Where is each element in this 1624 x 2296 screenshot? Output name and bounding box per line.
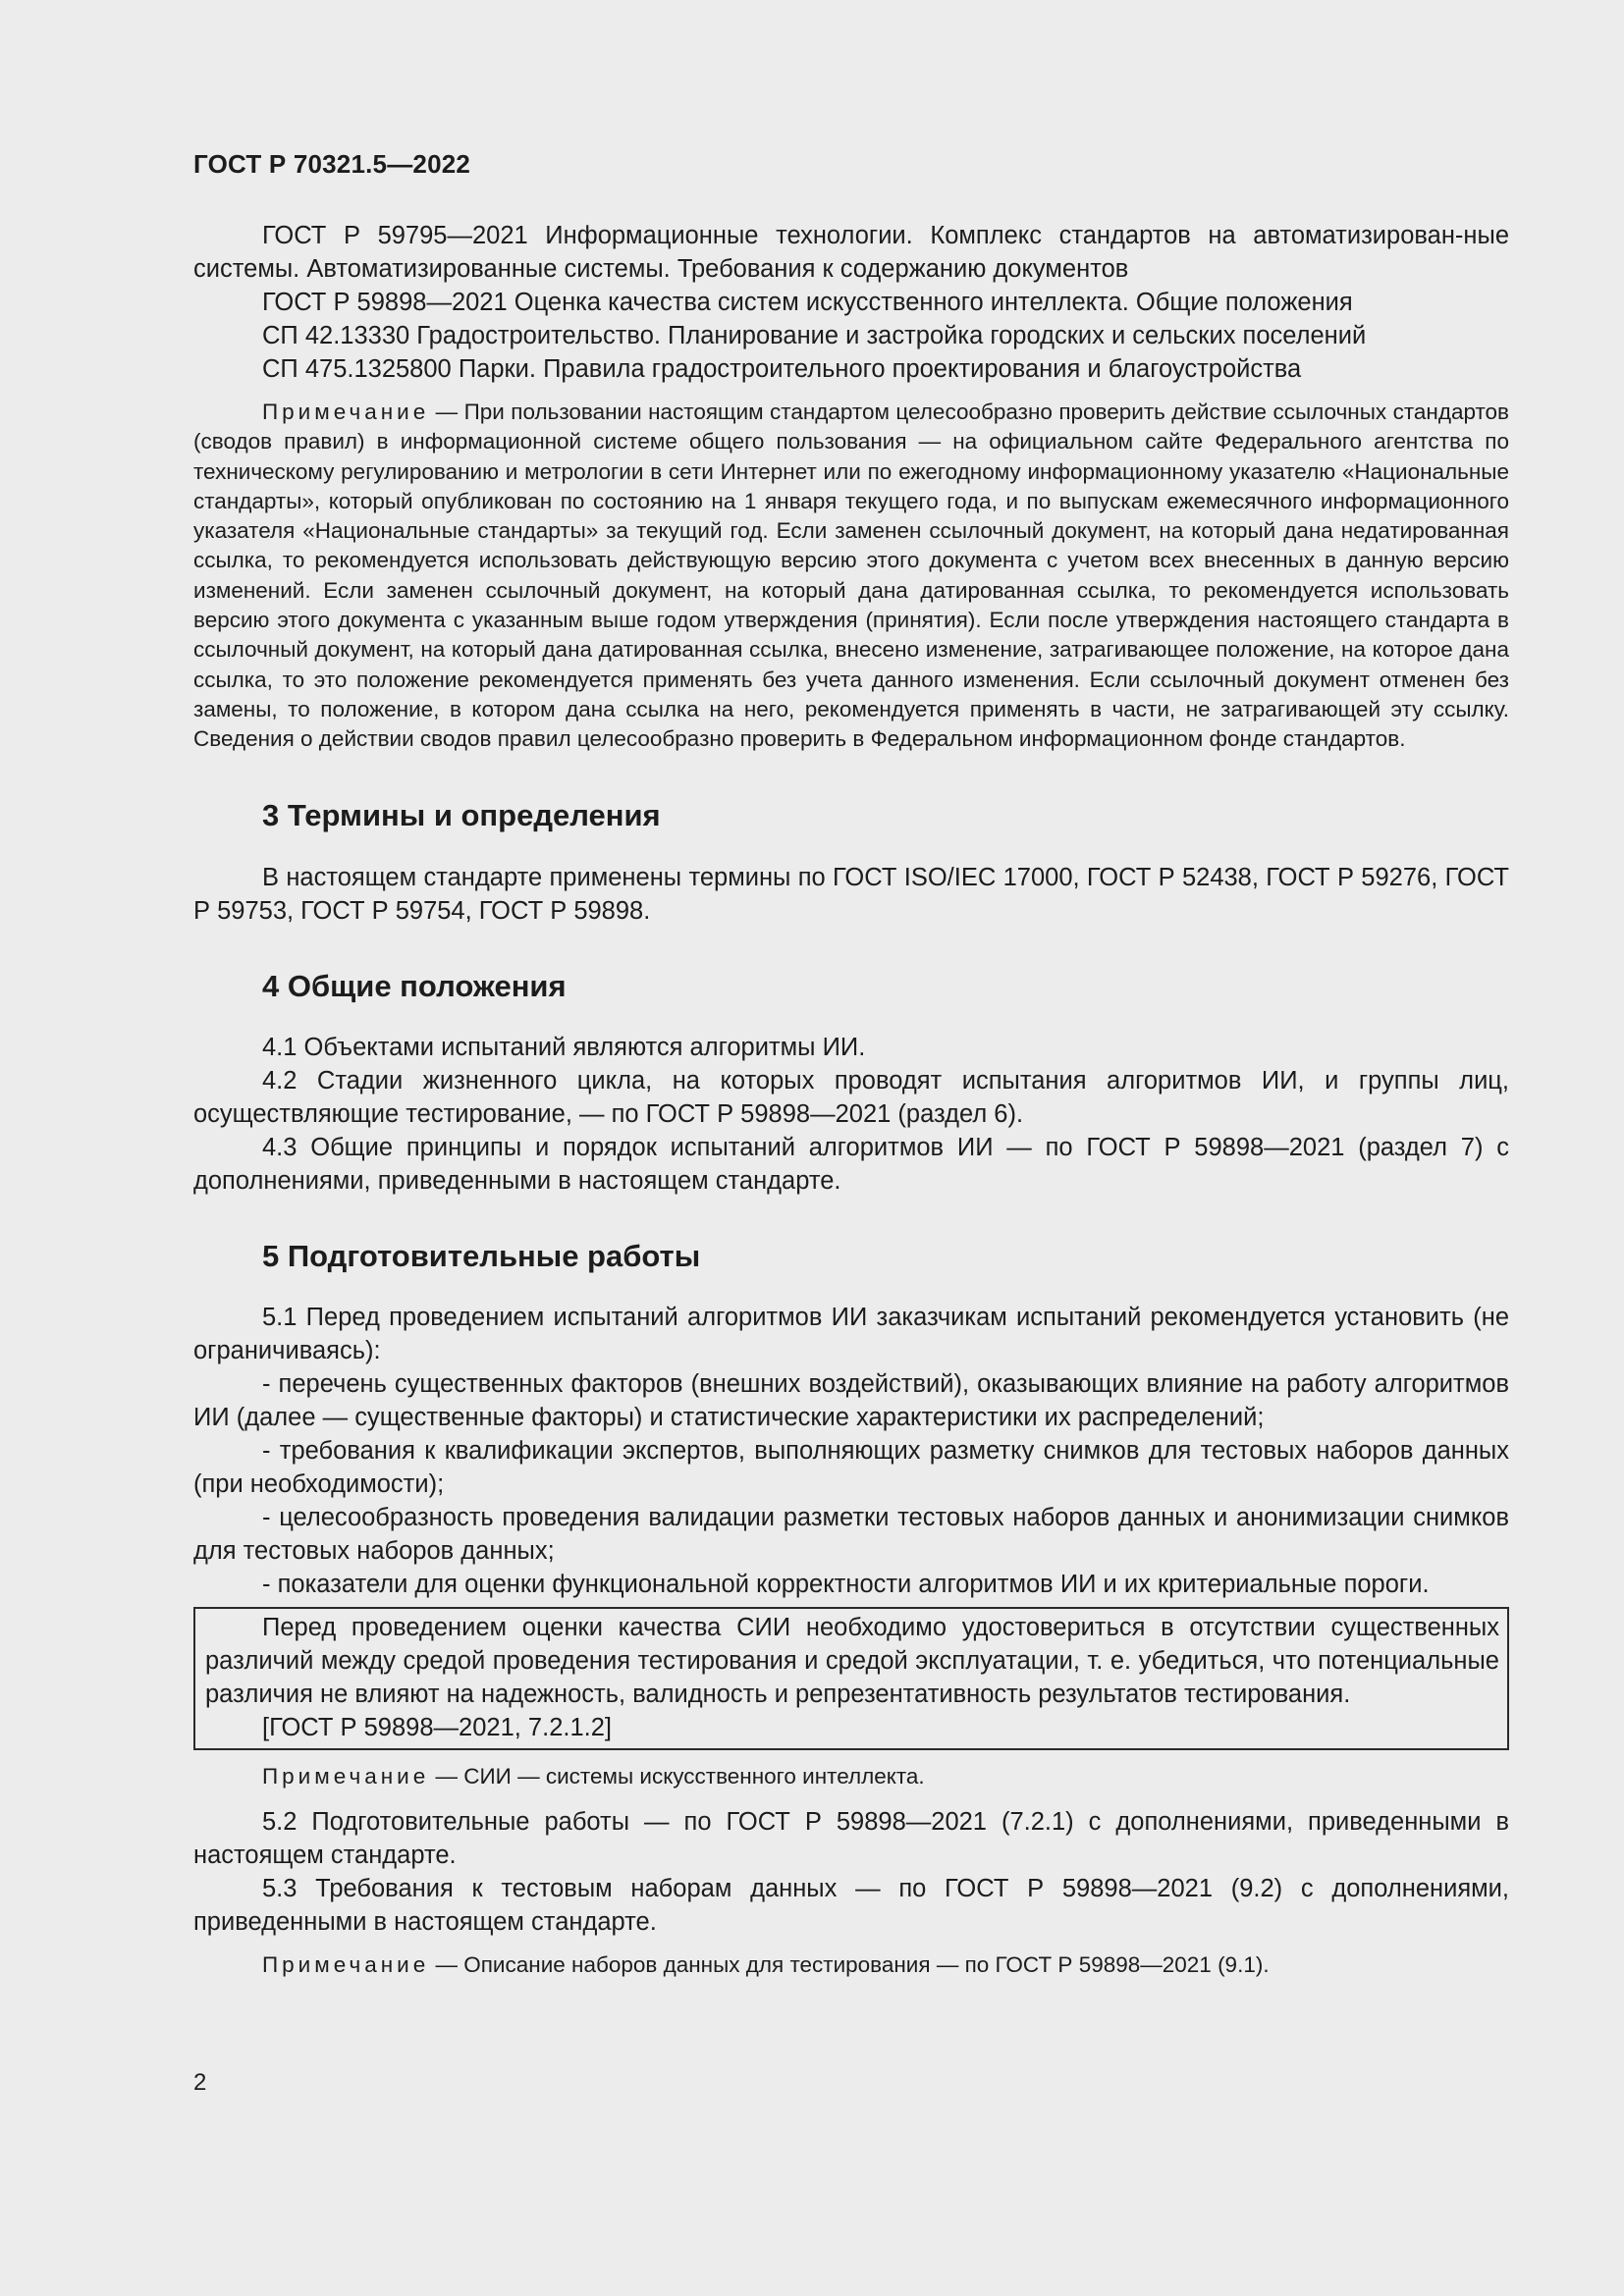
section-3-text: В настоящем стандарте применены термины по ГОСТ ISO/IEC 17000, ГОСТ Р 52438, ГОСТ Р 59276, ГОСТ Р 59753, ГОСТ Р 59754, ГОСТ Р 59898. (193, 863, 1509, 925)
clause-4-2: 4.2 Стадии жизненного цикла, на которых проводят испытания алгоритмов ИИ, и группы лиц, осуществляющие тестирование, — по ГОСТ Р 59898—2021 (раздел 6). (193, 1066, 1509, 1128)
clause-5-2: 5.2 Подготовительные работы — по ГОСТ Р 59898—2021 (7.2.1) с дополнениями, приведенными в настоящем стандарте. (193, 1807, 1509, 1869)
reference-item: СП 42.13330 Градостроительство. Планирование и застройка городских и сельских поселений (262, 322, 1367, 349)
references-list (193, 219, 1509, 386)
section-4-heading: 4 Общие положения (262, 968, 567, 1003)
clause-5-3: 5.3 Требования к тестовым наборам данных — по ГОСТ Р 59898—2021 (9.2) с дополнениями, приведенными в настоящем стандарте. (193, 1874, 1509, 1936)
document-page (193, 137, 1509, 1980)
references-note (193, 398, 1509, 755)
list-item: - показатели для оценки функциональной корректности алгоритмов ИИ и их критериальные пороги. (262, 1570, 1430, 1598)
quotation-box (193, 1607, 1509, 1750)
section-3-heading: 3 Термины и определения (262, 797, 661, 832)
note-label: Примечание (262, 400, 430, 424)
note-text: — СИИ — системы искусственного интеллекта. (435, 1763, 925, 1789)
note-datasets (193, 1950, 1509, 1980)
page-number: 2 (193, 2069, 207, 2096)
list-item: - целесообразность проведения валидации разметки тестовых наборов данных и анонимизации снимков для тестовых наборов данных; (193, 1503, 1509, 1565)
document-code-header: ГОСТ Р 70321.5—2022 (193, 149, 471, 179)
quotation-reference: [ГОСТ Р 59898—2021, 7.2.1.2] (262, 1713, 612, 1741)
quotation-text: Перед проведением оценки качества СИИ необходимо удостовериться в отсутствии существенных различий между средой проведения тестирования и средой эксплуатации, т. е. убедиться, что потенциальные различия не влияют на надежность, валидность и репрезентативность результатов тестирования. (205, 1613, 1499, 1708)
clause-5-1: 5.1 Перед проведением испытаний алгоритмов ИИ заказчикам испытаний рекомендуется установить (не ограничиваясь): (193, 1303, 1509, 1364)
list-item: - требования к квалификации экспертов, выполняющих разметку снимков для тестовых наборов данных (при необходимости); (193, 1436, 1509, 1498)
clause-4-1: 4.1 Объектами испытаний являются алгоритмы ИИ. (262, 1033, 866, 1061)
note-text: — При пользовании настоящим стандартом целесообразно проверить действие ссылочных стандартов (сводов правил) в информационной системе общего пользования — на официальном сайте Федерального агентства по техническому регулированию и метрологии в сети Интернет или по ежегодному информационному указателю «Национальные стандарты», который опубликован по состоянию на 1 января текущего года, и по выпускам ежемесячного информационного указателя «Национальные стандарты» за текущий год. Если заменен ссылочный документ, на который дана недатированная ссылка, то рекомендуется использовать действующую версию этого документа с учетом всех внесенных в данную версию изменений. Если заменен ссылочный документ, на который дана датированная ссылка, то рекомендуется использовать версию этого документа с указанным выше годом утверждения (принятия). Если после утверждения настоящего стандарта в ссылочный документ, на который дана датированная ссылка, внесено изменение, затрагивающее положение, на которое дана ссылка, то это положение рекомендуется применять без учета данного изменения. Если ссылочный документ отменен без замены, то положение, в котором дана ссылка на него, рекомендуется применять в части, не затрагивающей эту ссылку. Сведения о действии сводов правил целесообразно проверить в Федеральном информационном фонде стандартов. (193, 400, 1509, 752)
note-sii (193, 1762, 1509, 1791)
section-5-heading: 5 Подготовительные работы (262, 1238, 701, 1273)
note-label: Примечание (262, 1951, 430, 1977)
reference-item: СП 475.1325800 Парки. Правила градостроительного проектирования и благоустройства (262, 355, 1302, 383)
clause-4-3: 4.3 Общие принципы и порядок испытаний алгоритмов ИИ — по ГОСТ Р 59898—2021 (раздел 7) с дополнениями, приведенными в настоящем стандарте. (193, 1133, 1509, 1195)
note-label: Примечание (262, 1763, 430, 1789)
list-item: - перечень существенных факторов (внешних воздействий), оказывающих влияние на работу алгоритмов ИИ (далее — существенные факторы) и статистические характеристики их распределений; (193, 1369, 1509, 1431)
reference-item: ГОСТ Р 59898—2021 Оценка качества систем искусственного интеллекта. Общие положения (262, 289, 1353, 316)
reference-item: ГОСТ Р 59795—2021 Информационные технологии. Комплекс стандартов на автоматизирован-ные системы. Автоматизированные системы. Требования к содержанию документов (193, 222, 1509, 283)
note-text: — Описание наборов данных для тестирования — по ГОСТ Р 59898—2021 (9.1). (435, 1951, 1270, 1977)
